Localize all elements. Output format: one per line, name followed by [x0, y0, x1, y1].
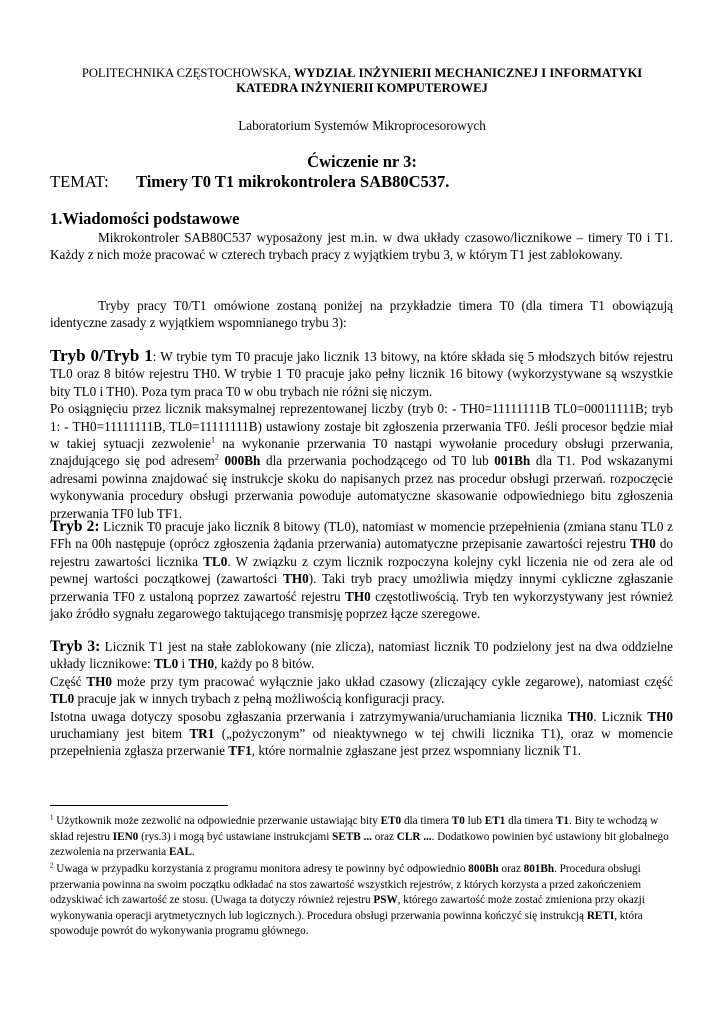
footnote-divider	[50, 805, 228, 806]
vector-address-t1: 001Bh	[494, 453, 531, 469]
mode-0-1-heading: Tryb 0/Tryb 1	[50, 346, 153, 365]
mode-3-text-10: , które normalnie zgłaszane jest przez wspomniany licznik T1.	[251, 743, 582, 759]
reg-th0: TH0	[630, 536, 656, 552]
reg-th0: TH0	[567, 708, 594, 724]
header-line-1	[50, 66, 674, 81]
bit-tf1: TF1	[228, 743, 252, 759]
mode-3-text-3: Część	[50, 673, 87, 689]
conjunction: i	[178, 656, 189, 672]
reg-th0: TH0	[188, 656, 215, 672]
footnote-ref-1: 1	[210, 435, 215, 445]
mode-2-heading: Tryb 2:	[50, 518, 100, 535]
mode-0-1-paragraph	[50, 347, 673, 522]
reg-th0: TH0	[647, 708, 674, 724]
topic-line	[50, 172, 690, 192]
footnote-text: . Dodatkowo powinien być ustawiony bit globalnego zezwolenia na przerwania	[50, 830, 669, 859]
intro-paragraph: Mikrokontroler SAB80C537 wyposażony jest m.in. w dwa układy czasowo/licznikowe – timery T0 i T1. Każdy z nich może pracować w czterech trybach pracy z wyjątkiem trybu 3, w którym T1 jest zablokowany.	[50, 230, 673, 263]
footnote-text: lub	[464, 815, 485, 827]
mode-2-text-1: Licznik T0 pracuje jako licznik 8 bitowy (TL0), natomiast w momencie przepełnienia (zmiana stanu TL0 z FFh na 00h następuje (oprócz zgłoszenia żądania przerwania) automatyczne przepisanie zawartości rejestru	[50, 519, 673, 552]
faculty-name: WYDZIAŁ INŻYNIERII MECHANICZNEJ I INFORMATYKI	[293, 66, 643, 80]
mode-3-text-4: może przy tym pracować wyłącznie jako układ czasowy (zliczający cykle zegarowe), natomiast część	[112, 673, 673, 689]
footnote-2	[50, 862, 673, 940]
footnote-text: Uwaga w przypadku korzystania z programu monitora adresy te powinny być odpowiednio	[53, 863, 469, 875]
mode-2-text-3: . W związku z czym licznik rozpoczyna kolejny cykl liczenia nie od zera ale od pewnej wartości początkowej (zawartości	[50, 553, 674, 587]
mode-3-text-1: Licznik T1 jest na stałe zablokowany (nie zlicza), natomiast licznik T0 podzielony jest na dwa oddzielne układy licznikowe:	[50, 639, 673, 672]
vector-address-t0: 000Bh	[218, 453, 261, 469]
mode-0-1-text: : W trybie tym T0 pracuje jako licznik 13 bitowy, na które składa się 5 młodszych bitów rejestru TL0 oraz 8 bitów rejestru TH0. W trybie 1 T0 pracuje jako pełny licznik 16 bitowy (wykorzystywane są wszystkie bity TL0 i TH0). Poza tym praca T0 w obu trybach nie różni się niczym.	[50, 349, 673, 399]
document-header	[50, 66, 674, 96]
reg-psw: PSW	[373, 894, 398, 907]
mode-3-text-8: uruchamiany jest bitem	[50, 726, 190, 742]
timer-t0: T0	[451, 815, 465, 827]
bit-et1: ET1	[484, 815, 506, 827]
footnote-ref-2: 2	[214, 453, 219, 463]
mode-3-heading: Tryb 3:	[50, 638, 101, 655]
reg-th0: TH0	[86, 673, 113, 689]
mode-0-1-overflow-text: Po osiągnięciu przez licznik maksymalnej reprezentowanej liczby (tryb 0: - TH0=11111111B TL0=00011111B; tryb 1: - TH0=11111111B, TL0=11111111B) ustawiony zostaje bit zgłoszenia przerwania TF0. Jeśli procesor będzie miał w takiej sytuacji zezwolenie	[50, 401, 673, 452]
footnote-text: .	[191, 846, 195, 859]
footnote-text: Użytkownik może zezwolić na odpowiednie przerwanie ustawiając bity	[53, 815, 381, 827]
mode-0-1-vector-text: na wykonanie przerwania T0 nastąpi wywołanie procedury obsługi przerwania, znajdującego się pod adresem	[50, 436, 673, 469]
instr-clr: CLR ...	[396, 830, 432, 843]
footnote-text: dla timera	[401, 815, 452, 827]
bit-eal: EAL	[168, 846, 192, 859]
laboratory-name: Laboratorium Systemów Mikroprocesorowych	[238, 118, 486, 133]
reg-tl0: TL0	[50, 691, 75, 707]
mode-2-text-5: częstotliwością. Tryb ten wykorzystywany jest również jako źródło sygnału zegarowego taktującego transmisję poprzez łącze szeregowe.	[50, 588, 673, 622]
mode-3-text-7: . Licznik	[593, 708, 648, 724]
mode-3-text-9: („pożyczonym” od nieaktywnego w tej chwili licznika T1), oraz w momencie przepełnienia zgłasza przerwanie	[50, 726, 673, 759]
mode-2-text-2: do rejestru zawartości licznika	[50, 536, 674, 569]
footnote-text: , którego zawartość może zostać zmieniona przy okazji wykonywania operacji arytmetycznych lub logicznych.). Procedura obsługi przerwania powinna kończyć się instrukcją	[50, 894, 645, 922]
footnote-text: . Bity te wchodzą w skład rejestru	[50, 815, 659, 843]
mode-0-1-handler-text: dla T1. Pod wskazanymi adresami powinna znajdować się instrukcje skoku do napisanych przez nas procedur obsługi przerwań. rozpoczęcie wykonywania procedury obsługi przerwania powoduje automatyczne skasowanie odpowiedniego bitu zgłoszenia przerwania TF0 lub TF1.	[50, 453, 673, 521]
footnote-text: oraz	[498, 863, 524, 875]
reg-th0: TH0	[283, 571, 309, 587]
footnote-text: dla timera	[505, 815, 556, 827]
mode-3-text-6: Istotna uwaga dotyczy sposobu zgłaszania przerwania i zatrzymywania/uruchamiania licznika	[50, 708, 568, 724]
footnote-number: 2	[50, 861, 54, 870]
footnote-text: , która spowoduje powrót do wykonywania programu głównego.	[50, 909, 643, 938]
timer-t1: T1	[555, 815, 569, 827]
instr-setb: SETB ...	[332, 830, 372, 843]
reg-th0: TH0	[345, 588, 371, 604]
reg-tl0: TL0	[203, 553, 228, 569]
footnote-number: 1	[50, 813, 54, 822]
reg-tl0: TL0	[154, 656, 179, 672]
monitor-address-801b: 801Bh	[523, 863, 555, 875]
topic-value: Timery T0 T1 mikrokontrolera SAB80C537.	[136, 172, 450, 191]
university-name: POLITECHNIKA CZĘSTOCHOWSKA,	[81, 66, 291, 80]
topic-label: TEMAT:	[50, 172, 109, 191]
modes-intro-paragraph: Tryby pracy T0/T1 omówione zostaną poniżej na przykładzie timera T0 (dla timera T1 obowiązują identyczne zasady z wyjątkiem wspomnianego trybu 3):	[50, 298, 673, 331]
mode-2-paragraph	[50, 518, 673, 622]
footnote-1	[50, 814, 673, 861]
section-title: 1.Wiadomości podstawowe	[50, 209, 240, 228]
reg-ien0: IEN0	[112, 830, 139, 843]
monitor-address-800b: 800Bh	[468, 863, 499, 875]
mode-2-text-4: ). Taki tryb pracy umożliwia między innymi cykliczne zgłaszanie przerwania TF0 z ustaloną poprzez zawartość rejestru	[50, 571, 673, 604]
exercise-title: Ćwiczenie nr 3:	[307, 152, 417, 171]
mode-3-paragraph	[50, 638, 673, 760]
bit-tr1: TR1	[189, 726, 215, 742]
mode-0-1-text-t0: dla przerwania pochodzącego od T0 lub	[260, 453, 495, 469]
department-name: KATEDRA INŻYNIERII KOMPUTEROWEJ	[236, 81, 488, 95]
instr-reti: RETI	[586, 909, 615, 922]
mode-3-text-2: , każdy po 8 bitów.	[214, 656, 315, 672]
mode-3-text-5: pracuje jak w innych trybach z pełną możliwością konfiguracji pracy.	[74, 691, 445, 707]
footnote-text: oraz	[371, 830, 397, 843]
bit-et0: ET0	[380, 815, 402, 827]
footnote-text: . Procedura obsługi przerwania powinna na swoim początku odkładać na stos zawartość wszystkich rejestrów, z których korzysta a przed zakończeniem odzyskiwać ich zawartość ze stosu. (Uwaga ta dotyczy również rejestru	[50, 863, 642, 907]
footnote-text: (rys.3) i mogą być ustawiane instrukcjami	[138, 830, 333, 843]
